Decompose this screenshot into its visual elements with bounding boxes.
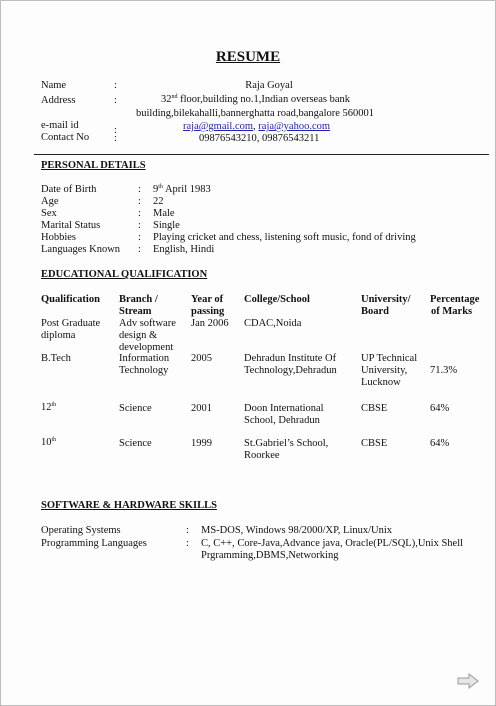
address-line-2: building,bilekahalli,bannerghatta road,bangalore 560001 <box>136 108 375 119</box>
table-row-2-college: Dehradun Institute Of Technology,Dehradun <box>244 353 337 376</box>
colon: : <box>138 220 141 231</box>
table-row-3-college: Doon International School, Dehradun <box>244 403 324 426</box>
table-row-4-branch: Science <box>119 438 152 449</box>
hobbies-value: Playing cricket and chess, listening soft music, fond of driving <box>153 232 416 243</box>
table-row-3-branch: Science <box>119 403 152 414</box>
dob-label: Date of Birth <box>41 184 97 195</box>
col-header-university: University/ Board <box>361 294 411 317</box>
table-row-4-university: CBSE <box>361 438 388 449</box>
email-link-yahoo[interactable]: raja@yahoo.com <box>258 121 331 132</box>
table-row-3-university: CBSE <box>361 403 388 414</box>
phone-value: 09876543210, 09876543211 <box>199 133 320 144</box>
colon: : <box>138 184 141 195</box>
skills-heading: SOFTWARE & HARDWARE SKILLS <box>41 500 217 511</box>
col-header-qualification: Qualification <box>41 294 100 305</box>
email-values: raja@gmail.com, raja@yahoo.com <box>183 121 331 132</box>
colon: : <box>114 133 117 144</box>
sex-label: Sex <box>41 208 57 219</box>
resume-title: RESUME <box>215 49 281 65</box>
colon: : <box>114 125 117 136</box>
address-line-1: 32nd floor,building no.1,Indian overseas bank <box>161 94 351 105</box>
os-label: Operating Systems <box>41 525 121 536</box>
os-value: MS-DOS, Windows 98/2000/XP, Linux/Unix <box>201 525 393 536</box>
table-row-2-branch: Information Technology <box>119 353 170 376</box>
programming-label: Programming Languages <box>41 538 147 549</box>
personal-details-heading: PERSONAL DETAILS <box>41 160 146 171</box>
colon: : <box>114 95 117 106</box>
name-label: Name <box>41 80 67 91</box>
colon: : <box>138 196 141 207</box>
phone-label: Contact No <box>41 132 90 143</box>
marital-value: Single <box>153 220 180 231</box>
table-row-3-year: 2001 <box>191 403 212 414</box>
table-row-3-qualification: 12th <box>41 402 57 413</box>
languages-value: English, Hindi <box>153 244 215 255</box>
email-link-gmail[interactable]: raja@gmail.com <box>183 121 254 132</box>
education-heading: EDUCATIONAL QUALIFICATION <box>41 269 208 280</box>
col-header-percentage: Percentage of Marks <box>430 294 480 317</box>
colon: : <box>186 538 189 549</box>
table-row-4-college: St.Gabriel’s School, Roorkee <box>244 438 329 461</box>
table-row-2-percentage: 71.3% <box>430 365 458 376</box>
table-row-4-qualification: 10th <box>41 437 57 448</box>
next-arrow-icon[interactable] <box>457 673 479 689</box>
colon: : <box>138 208 141 219</box>
col-header-college: College/School <box>244 294 310 305</box>
colon: : <box>138 232 141 243</box>
address-label: Address <box>41 95 76 106</box>
table-row-1-college: CDAC,Noida <box>244 318 302 329</box>
table-row-1-qualification: Post Graduate diploma <box>41 318 101 341</box>
age-value: 22 <box>153 196 164 207</box>
table-row-2-university: UP Technical University, Lucknow <box>361 353 418 388</box>
colon: : <box>138 244 141 255</box>
col-header-branch: Branch / Stream <box>119 294 158 317</box>
languages-label: Languages Known <box>41 244 121 255</box>
table-row-1-year: Jan 2006 <box>191 318 229 329</box>
marital-label: Marital Status <box>41 220 101 231</box>
name-value: Raja Goyal <box>245 80 293 91</box>
table-row-4-year: 1999 <box>191 438 212 449</box>
table-row-2-qualification: B.Tech <box>41 353 71 364</box>
colon: : <box>186 525 189 536</box>
programming-value-line-2: Prgramming,DBMS,Networking <box>201 550 339 561</box>
table-row-1-branch: Adv software design & development <box>119 318 176 353</box>
programming-value-line-1: C, C++, Core-Java,Advance java, Oracle(PL/SQL),Unix Shell <box>201 538 464 549</box>
sex-value: Male <box>153 208 175 219</box>
col-header-year: Year of passing <box>191 294 225 317</box>
table-row-2-year: 2005 <box>191 353 212 364</box>
dob-value: 9th April 1983 <box>153 184 211 195</box>
divider <box>34 154 489 155</box>
age-label: Age <box>41 196 59 207</box>
table-row-4-percentage: 64% <box>430 438 450 449</box>
hobbies-label: Hobbies <box>41 232 76 243</box>
email-label: e-mail id <box>41 120 79 131</box>
table-row-3-percentage: 64% <box>430 403 450 414</box>
colon: : <box>114 80 117 91</box>
